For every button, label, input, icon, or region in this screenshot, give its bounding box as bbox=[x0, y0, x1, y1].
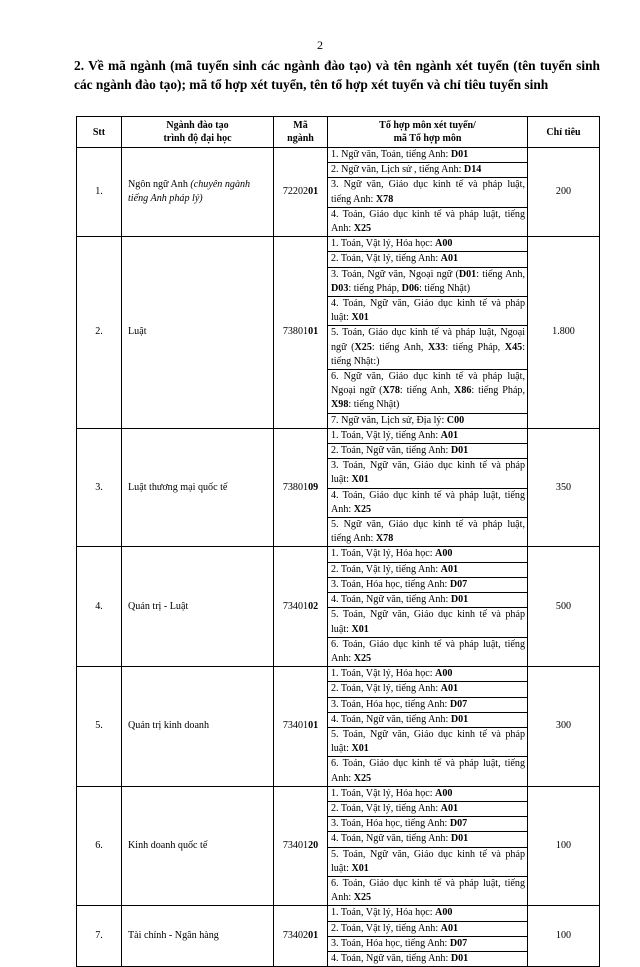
cell-combination bbox=[328, 712, 528, 727]
table-row bbox=[77, 148, 600, 163]
combination-code: X25 bbox=[353, 652, 372, 664]
cell-major-name bbox=[122, 148, 274, 237]
combination-subjects: 4. Toán, Giáo dục kinh tế và pháp luật, tiếng Anh: bbox=[331, 489, 525, 515]
header-combination-line2: mã Tổ hợp môn bbox=[393, 133, 462, 144]
combination-code: X01 bbox=[351, 474, 369, 486]
cell-major-code bbox=[274, 547, 328, 667]
cell-major-name bbox=[122, 906, 274, 967]
major-code-suffix: 01 bbox=[308, 720, 319, 732]
combination-code: A01 bbox=[440, 802, 459, 814]
combination-code: A01 bbox=[440, 253, 459, 265]
combination-subjects: 1. Toán, Vật lý, tiếng Anh: bbox=[331, 429, 441, 441]
combination-subjects: 6. Toán, Giáo dục kinh tế và pháp luật, tiếng Anh: bbox=[331, 638, 525, 664]
combination-code: X25 bbox=[353, 892, 372, 904]
combination-subjects: : tiếng Anh, bbox=[399, 385, 455, 397]
combination-subjects: : tiếng Pháp, bbox=[471, 385, 525, 397]
cell-quota: 300 bbox=[528, 667, 600, 787]
major-code-prefix: 73401 bbox=[282, 720, 309, 732]
table-row bbox=[77, 237, 600, 252]
major-name: Quản trị - Luật bbox=[128, 600, 189, 612]
major-code-prefix: 72202 bbox=[282, 186, 309, 197]
cell-combination bbox=[328, 667, 528, 682]
combination-subjects: 2. Ngữ văn, Lịch sử , tiếng Anh: bbox=[331, 164, 464, 176]
cell-combination bbox=[328, 297, 528, 326]
combination-subjects: : tiếng Nhật) bbox=[348, 399, 400, 411]
cell-stt: 3. bbox=[77, 428, 122, 547]
combination-code: X01 bbox=[351, 312, 369, 324]
header-major-line1: Ngành đào tạo bbox=[166, 120, 229, 131]
cell-combination bbox=[328, 757, 528, 786]
cell-quota: 100 bbox=[528, 906, 600, 967]
combination-subjects: 6. Toán, Giáo dục kinh tế và pháp luật, tiếng Anh: bbox=[331, 758, 525, 784]
major-code-prefix: 73801 bbox=[282, 481, 309, 493]
combination-code: A00 bbox=[435, 787, 453, 799]
major-code-prefix: 73801 bbox=[282, 326, 309, 338]
cell-combination bbox=[328, 593, 528, 608]
cell-combination bbox=[328, 637, 528, 666]
combination-code: A01 bbox=[440, 429, 459, 441]
cell-combination bbox=[328, 562, 528, 577]
combination-subjects: 2. Toán, Vật lý, tiếng Anh: bbox=[331, 253, 441, 265]
cell-stt: 1. bbox=[77, 148, 122, 237]
cell-major-name bbox=[122, 237, 274, 429]
cell-quota: 350 bbox=[528, 428, 600, 547]
cell-combination bbox=[328, 326, 528, 370]
combination-code: X25 bbox=[353, 503, 372, 515]
combination-code: D01 bbox=[450, 594, 469, 606]
cell-combination bbox=[328, 518, 528, 547]
section-heading: 2. Về mã ngành (mã tuyển sinh các ngành đào tạo) và tên ngành xét tuyển (tên tuyển sinh các ngành đào tạo); mã tổ hợp xét tuyển, tên tổ hợp xét tuyển và chỉ tiêu tuyển sinh bbox=[74, 58, 600, 92]
combination-subjects: 3. Toán, Hóa học, tiếng Anh: bbox=[331, 818, 450, 830]
major-code-suffix: 09 bbox=[308, 481, 319, 493]
combination-subjects: 6. Ngữ văn, Giáo dục kinh tế và pháp luật, Ngoại ngữ ( bbox=[331, 371, 525, 397]
cell-combination bbox=[328, 951, 528, 966]
combination-code: D07 bbox=[449, 937, 468, 949]
combination-code: D07 bbox=[449, 698, 468, 710]
cell-combination bbox=[328, 577, 528, 592]
combination-subjects: : tiếng Pháp, bbox=[348, 282, 402, 294]
combination-code: X25 bbox=[354, 341, 372, 353]
cell-combination bbox=[328, 682, 528, 697]
cell-major-name bbox=[122, 667, 274, 787]
combination-code: X01 bbox=[351, 862, 369, 874]
cell-combination bbox=[328, 459, 528, 488]
combination-code: X45 bbox=[504, 341, 523, 353]
combination-code: D01 bbox=[450, 149, 469, 160]
combination-subjects: 3. Toán, Hóa học, tiếng Anh: bbox=[331, 937, 450, 949]
cell-combination bbox=[328, 876, 528, 905]
combination-code: D07 bbox=[449, 578, 468, 590]
major-name-note: (chuyên ngành tiếng Anh pháp lý) bbox=[128, 178, 251, 205]
major-name: Luật thương mại quốc tế bbox=[128, 481, 228, 493]
major-code-suffix: 01 bbox=[308, 326, 319, 338]
combination-code: D01 bbox=[450, 445, 469, 457]
cell-stt: 4. bbox=[77, 547, 122, 667]
combination-code: D06 bbox=[401, 282, 420, 294]
combination-subjects: 3. Toán, Hóa học, tiếng Anh: bbox=[331, 698, 450, 710]
combination-subjects: : tiếng Anh, bbox=[371, 341, 428, 353]
cell-stt: 7. bbox=[77, 906, 122, 967]
cell-combination bbox=[328, 207, 528, 236]
table-header-row bbox=[77, 117, 600, 148]
combination-code: X86 bbox=[454, 385, 472, 397]
cell-combination bbox=[328, 428, 528, 443]
cell-combination bbox=[328, 444, 528, 459]
combination-subjects: 1. Toán, Vật lý, Hóa học: bbox=[331, 668, 436, 680]
cell-major-name bbox=[122, 786, 274, 906]
table-row bbox=[77, 547, 600, 562]
combination-subjects: 1. Toán, Vật lý, Hóa học: bbox=[331, 238, 436, 250]
cell-combination bbox=[328, 921, 528, 936]
cell-combination bbox=[328, 178, 528, 207]
combination-subjects: 2. Toán, Vật lý, tiếng Anh: bbox=[331, 802, 441, 814]
major-code-suffix: 01 bbox=[308, 186, 319, 197]
table-row bbox=[77, 667, 600, 682]
cell-combination bbox=[328, 547, 528, 562]
combination-subjects: 5. Ngữ văn, Giáo dục kinh tế và pháp luật, tiếng Anh: bbox=[331, 519, 525, 545]
header-combination bbox=[328, 117, 528, 148]
combination-subjects: 4. Toán, Ngữ văn, Giáo dục kinh tế và pháp luật: bbox=[331, 298, 525, 324]
combination-code: A00 bbox=[435, 907, 453, 919]
combination-code: A00 bbox=[435, 548, 453, 560]
cell-combination bbox=[328, 267, 528, 296]
cell-combination bbox=[328, 832, 528, 847]
combination-subjects: 5. Toán, Ngữ văn, Giáo dục kinh tế và pháp luật: bbox=[331, 609, 525, 635]
major-name: Quản trị kinh doanh bbox=[128, 720, 210, 732]
combination-subjects: 4. Toán, Giáo dục kinh tế và pháp luật, tiếng Anh: bbox=[331, 208, 525, 235]
table-row bbox=[77, 428, 600, 443]
cell-major-code bbox=[274, 428, 328, 547]
combination-code: C00 bbox=[446, 414, 465, 426]
combination-code: A01 bbox=[440, 683, 459, 695]
combination-subjects: 2. Toán, Vật lý, tiếng Anh: bbox=[331, 563, 441, 575]
combination-subjects: 4. Toán, Ngữ văn, tiếng Anh: bbox=[331, 594, 451, 606]
header-combination-line1: Tổ hợp môn xét tuyển/ bbox=[379, 120, 476, 131]
combination-subjects: : tiếng Nhật:) bbox=[331, 341, 525, 367]
cell-major-name bbox=[122, 428, 274, 547]
cell-quota: 1.800 bbox=[528, 237, 600, 429]
cell-major-code bbox=[274, 786, 328, 906]
combination-subjects: 2. Toán, Vật lý, tiếng Anh: bbox=[331, 922, 441, 934]
cell-combination bbox=[328, 817, 528, 832]
cell-combination bbox=[328, 488, 528, 517]
cell-stt: 6. bbox=[77, 786, 122, 906]
combination-code: X01 bbox=[351, 623, 369, 635]
combination-subjects: 6. Toán, Giáo dục kinh tế và pháp luật, tiếng Anh: bbox=[331, 877, 525, 904]
header-stt: Stt bbox=[77, 117, 122, 148]
major-code-suffix: 02 bbox=[308, 600, 319, 612]
combination-subjects: 3. Toán, Ngữ văn, Giáo dục kinh tế và pháp luật: bbox=[331, 460, 525, 486]
cell-major-code bbox=[274, 667, 328, 787]
cell-combination bbox=[328, 163, 528, 178]
cell-stt: 5. bbox=[77, 667, 122, 787]
table-row bbox=[77, 786, 600, 801]
header-code-line2: ngành bbox=[287, 133, 314, 144]
combination-subjects: 4. Toán, Ngữ văn, tiếng Anh: bbox=[331, 952, 451, 964]
major-name: Ngôn ngữ Anh bbox=[128, 178, 191, 190]
combination-subjects: 4. Toán, Ngữ văn, tiếng Anh: bbox=[331, 713, 451, 725]
cell-combination bbox=[328, 727, 528, 756]
cell-stt: 2. bbox=[77, 237, 122, 429]
cell-quota: 100 bbox=[528, 786, 600, 906]
combination-code: X25 bbox=[353, 223, 372, 235]
cell-combination bbox=[328, 936, 528, 951]
combination-subjects: 2. Toán, Vật lý, tiếng Anh: bbox=[331, 683, 441, 695]
header-code bbox=[274, 117, 328, 148]
combination-code: D01 bbox=[458, 268, 477, 280]
page-number: 2 bbox=[317, 38, 323, 52]
cell-major-code bbox=[274, 148, 328, 237]
cell-combination bbox=[328, 697, 528, 712]
combination-code: X98 bbox=[331, 399, 349, 411]
header-quota: Chỉ tiêu bbox=[528, 117, 600, 148]
combination-code: D01 bbox=[450, 952, 469, 964]
combination-subjects: 3. Toán, Ngữ văn, Ngoại ngữ ( bbox=[331, 268, 459, 280]
header-major-line2: trình độ đại học bbox=[163, 133, 232, 144]
combination-code: A00 bbox=[435, 238, 453, 250]
combination-code: D07 bbox=[449, 818, 468, 830]
major-code-prefix: 73401 bbox=[282, 600, 309, 612]
major-name: Tài chính - Ngân hàng bbox=[128, 930, 219, 942]
combination-subjects: : tiếng Pháp, bbox=[445, 341, 505, 353]
combination-code: A01 bbox=[440, 922, 459, 934]
major-code-prefix: 73402 bbox=[282, 930, 309, 942]
combination-subjects: 1. Toán, Vật lý, Hóa học: bbox=[331, 907, 436, 919]
cell-combination bbox=[328, 847, 528, 876]
combination-subjects: 4. Toán, Ngữ văn, tiếng Anh: bbox=[331, 833, 451, 845]
cell-combination bbox=[328, 413, 528, 428]
combination-code: X33 bbox=[427, 341, 446, 353]
combination-code: X78 bbox=[382, 385, 400, 397]
combination-code: D03 bbox=[331, 282, 349, 294]
cell-combination bbox=[328, 237, 528, 252]
header-code-line1: Mã bbox=[293, 120, 308, 131]
combination-code: X78 bbox=[375, 193, 394, 205]
combination-code: D01 bbox=[450, 833, 469, 845]
cell-combination bbox=[328, 801, 528, 816]
combination-subjects: : tiếng Anh, bbox=[476, 268, 525, 280]
combination-subjects: 3. Toán, Hóa học, tiếng Anh: bbox=[331, 578, 450, 590]
combination-subjects: 1. Ngữ văn, Toán, tiếng Anh: bbox=[331, 149, 451, 160]
cell-combination bbox=[328, 906, 528, 921]
combination-code: A00 bbox=[435, 668, 453, 680]
combination-subjects: 7. Ngữ văn, Lịch sử, Địa lý: bbox=[331, 414, 447, 426]
major-code-suffix: 01 bbox=[308, 930, 319, 942]
combination-subjects: 5. Toán, Ngữ văn, Giáo dục kinh tế và pháp luật: bbox=[331, 728, 525, 755]
combination-subjects: 1. Toán, Vật lý, Hóa học: bbox=[331, 787, 436, 799]
major-name: Luật bbox=[128, 326, 147, 338]
cell-major-code bbox=[274, 237, 328, 429]
combination-subjects: 1. Toán, Vật lý, Hóa học: bbox=[331, 548, 436, 560]
major-name: Kinh doanh quốc tế bbox=[128, 839, 208, 851]
combination-subjects: 5. Toán, Ngữ văn, Giáo dục kinh tế và pháp luật: bbox=[331, 848, 525, 874]
cell-combination bbox=[328, 148, 528, 163]
combination-code: X78 bbox=[375, 533, 394, 545]
cell-major-name bbox=[122, 547, 274, 667]
combination-code: D14 bbox=[463, 164, 482, 176]
major-code-prefix: 73401 bbox=[282, 839, 309, 851]
combination-code: A01 bbox=[440, 563, 459, 575]
combination-subjects: : tiếng Nhật) bbox=[419, 282, 471, 294]
combination-subjects: 3. Ngữ văn, Giáo dục kinh tế và pháp luật, tiếng Anh: bbox=[331, 179, 525, 205]
combination-subjects: 2. Toán, Ngữ văn, tiếng Anh: bbox=[331, 445, 451, 457]
cell-combination bbox=[328, 786, 528, 801]
combination-code: X01 bbox=[351, 743, 369, 755]
cell-combination bbox=[328, 370, 528, 414]
header-major bbox=[122, 117, 274, 148]
table-row bbox=[77, 906, 600, 921]
cell-quota: 200 bbox=[528, 148, 600, 237]
cell-major-code bbox=[274, 906, 328, 967]
cell-combination bbox=[328, 252, 528, 267]
admissions-table bbox=[76, 116, 600, 967]
cell-quota: 500 bbox=[528, 547, 600, 667]
combination-subjects: 5. Toán, Giáo dục kinh tế và pháp luật, Ngoại ngữ ( bbox=[331, 327, 525, 353]
cell-combination bbox=[328, 608, 528, 637]
combination-code: X25 bbox=[353, 772, 372, 784]
major-code-suffix: 20 bbox=[308, 839, 319, 851]
combination-code: D01 bbox=[450, 713, 469, 725]
